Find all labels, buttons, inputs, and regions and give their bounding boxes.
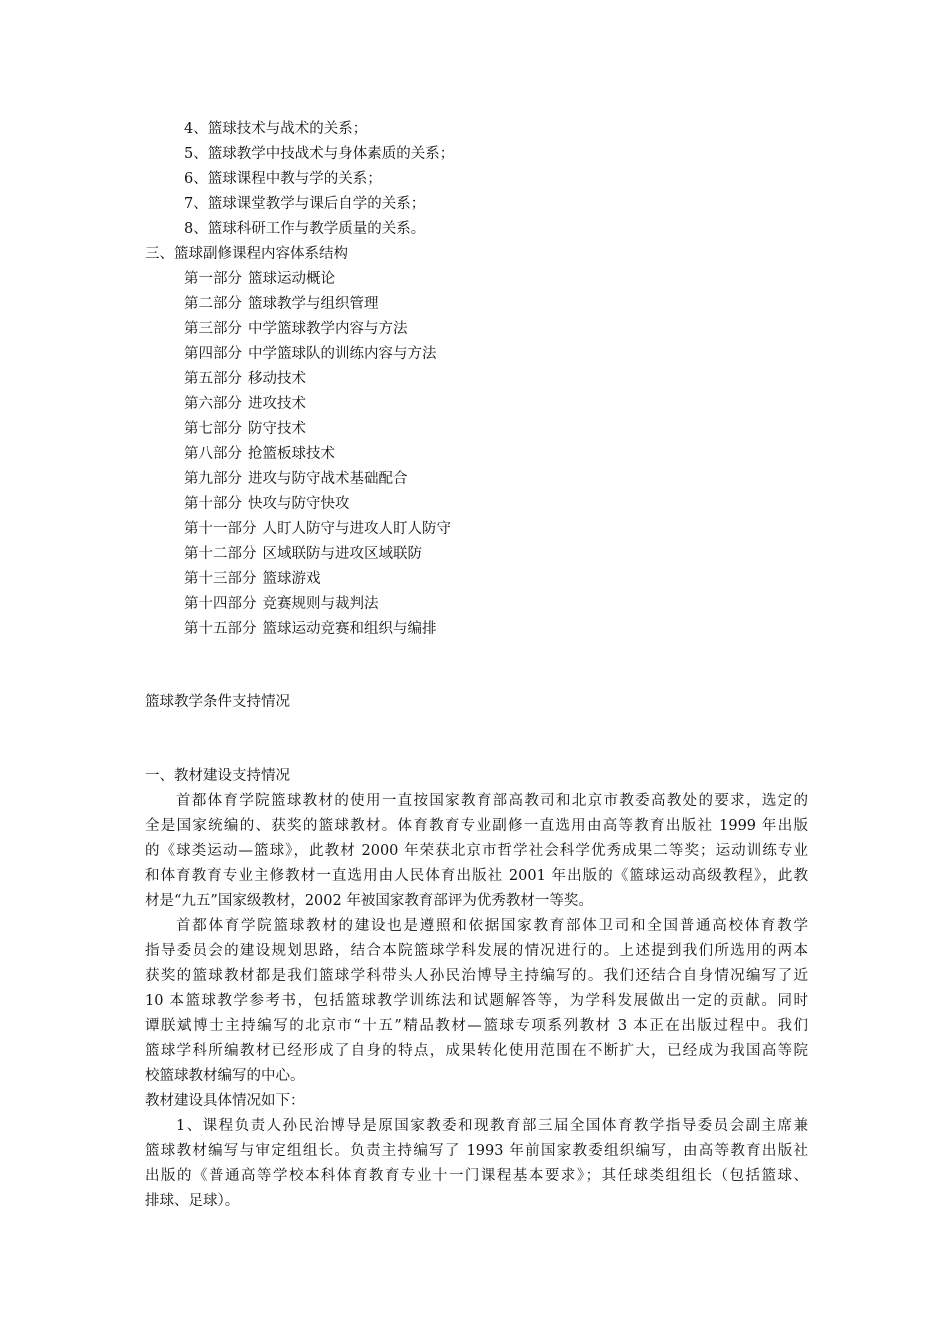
- part-item: [184, 519, 451, 539]
- part-title: 进攻技术: [248, 396, 306, 412]
- paragraph-2-line: 谭朕斌博士主持编写的北京市“十五”精品教材—篮球专项系列教材 3 本正在出版过程中。我们: [145, 1018, 808, 1034]
- part-name: 第八部分: [184, 446, 242, 462]
- paragraph-3-line: 1、课程负责人孙民治博导是原国家教委和现教育部三届全国体育教学指导委员会副主席兼: [176, 1118, 808, 1134]
- paragraph-1-line: 和体育教育专业主修教材一直选用由人民体育出版社 2001 年出版的《篮球运动高级教程》，此教: [145, 868, 808, 884]
- part-name: 第十四部分: [184, 596, 257, 612]
- part-title: 中学篮球队的训练内容与方法: [248, 346, 437, 362]
- relation-item-5: 5、篮球教学中技战术与身体素质的关系；: [184, 146, 455, 162]
- part-item: [184, 419, 306, 439]
- part-name: 第四部分: [184, 346, 242, 362]
- part-name: 第三部分: [184, 321, 242, 337]
- part-item: [184, 319, 408, 339]
- paragraph-2-line: 校篮球教材编写的中心。: [145, 1068, 305, 1084]
- part-name: 第一部分: [184, 271, 242, 287]
- part-name: 第十三部分: [184, 571, 257, 587]
- part-name: 第五部分: [184, 371, 242, 387]
- paragraph-1-line: 首都体育学院篮球教材的使用一直按国家教育部高教司和北京市教委高教处的要求，选定的: [176, 793, 808, 809]
- paragraph-2-line: 篮球学科所编教材已经形成了自身的特点，成果转化使用范围在不断扩大，已经成为我国高等院: [145, 1043, 808, 1059]
- relation-item-8: 8、篮球科研工作与教学质量的关系。: [184, 221, 426, 237]
- part-item: [184, 344, 437, 364]
- part-title: 篮球教学与组织管理: [248, 296, 379, 312]
- part-title: 篮球运动概论: [248, 271, 335, 287]
- part-item: [184, 569, 321, 589]
- paragraph-2-line: 获奖的篮球教材都是我们篮球学科带头人孙民治博导主持编写的。我们还结合自身情况编写了近: [145, 968, 808, 984]
- paragraph-3-line: 篮球教材编写与审定组组长。负责主持编写了 1993 年前国家教委组织编写，由高等教育出版社: [145, 1143, 808, 1159]
- section-3-heading: 三、篮球副修课程内容体系结构: [145, 246, 348, 262]
- part-title: 移动技术: [248, 371, 306, 387]
- part-name: 第二部分: [184, 296, 242, 312]
- part-item: [184, 369, 306, 389]
- part-title: 进攻与防守战术基础配合: [248, 471, 408, 487]
- part-item: [184, 394, 306, 414]
- relation-item-7: 7、篮球课堂教学与课后自学的关系；: [184, 196, 426, 212]
- part-title: 篮球游戏: [262, 571, 321, 587]
- paragraph-1-line: 的《球类运动—篮球》，此教材 2000 年荣获北京市哲学社会科学优秀成果二等奖；运动训练专业: [145, 843, 808, 859]
- paragraph-3-line: 排球、足球）。: [145, 1193, 240, 1209]
- part-name: 第十部分: [184, 496, 242, 512]
- part-item: [184, 444, 335, 464]
- relation-item-4: 4、篮球技术与战术的关系；: [184, 121, 368, 137]
- support-section-title: 篮球教学条件支持情况: [145, 694, 290, 710]
- part-name: 第十一部分: [184, 521, 257, 537]
- paragraph-2-line: 10 本篮球教学参考书，包括篮球教学训练法和试题解答等，为学科发展做出一定的贡献。同时: [145, 993, 808, 1009]
- part-title: 抢篮板球技术: [248, 446, 335, 462]
- relation-item-6: 6、篮球课程中教与学的关系；: [184, 171, 382, 187]
- part-title: 区域联防与进攻区域联防: [262, 546, 422, 562]
- part-name: 第六部分: [184, 396, 242, 412]
- part-item: [184, 494, 350, 514]
- part-item: [184, 469, 408, 489]
- part-title: 中学篮球教学内容与方法: [248, 321, 408, 337]
- part-name: 第七部分: [184, 421, 242, 437]
- details-heading: 教材建设具体情况如下：: [145, 1093, 305, 1109]
- part-name: 第十二部分: [184, 546, 257, 562]
- part-item: [184, 294, 379, 314]
- paragraph-1-line: 材是“九五”国家级教材，2002 年被国家教育部评为优秀教材一等奖。: [145, 893, 593, 909]
- paragraph-2-line: 首都体育学院篮球教材的建设也是遵照和依据国家教育部体卫司和全国普通高校体育教学: [176, 918, 808, 934]
- part-item: [184, 269, 335, 289]
- part-title: 人盯人防守与进攻人盯人防守: [262, 521, 451, 537]
- part-name: 第九部分: [184, 471, 242, 487]
- part-name: 第十五部分: [184, 621, 257, 637]
- part-item: [184, 544, 422, 564]
- part-title: 篮球运动竞赛和组织与编排: [262, 621, 437, 637]
- part-title: 快攻与防守快攻: [248, 496, 350, 512]
- paragraph-2-line: 指导委员会的建设规划思路，结合本院篮球学科发展的情况进行的。上述提到我们所选用的两本: [145, 943, 808, 959]
- part-item: [184, 619, 437, 639]
- part-title: 防守技术: [248, 421, 306, 437]
- paragraph-1-line: 全是国家统编的、获奖的篮球教材。体育教育专业副修一直选用由高等教育出版社 1999 年出版: [145, 818, 808, 834]
- paragraph-3-line: 出版的《普通高等学校本科体育教育专业十一门课程基本要求》；其任球类组组长（包括篮球、: [145, 1168, 808, 1184]
- part-item: [184, 594, 379, 614]
- part-title: 竞赛规则与裁判法: [262, 596, 379, 612]
- section-1-heading: 一、教材建设支持情况: [145, 768, 290, 784]
